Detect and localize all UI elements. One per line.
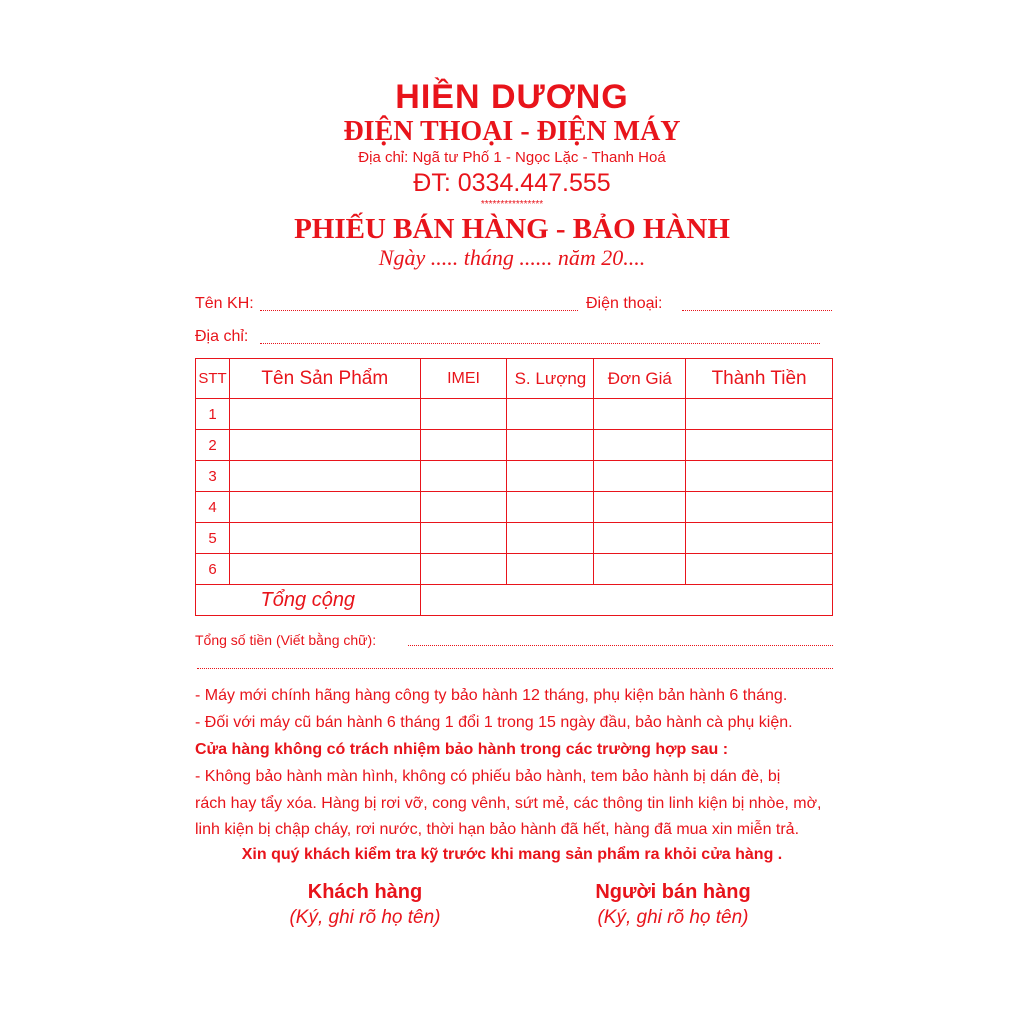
cell[interactable] (594, 461, 686, 492)
cell[interactable] (229, 492, 420, 523)
date-line: Ngày ..... tháng ...... năm 20.... (378, 245, 646, 270)
total-row (196, 585, 833, 616)
customer-signature-note: (Ký, ghi rõ họ tên) (289, 907, 441, 928)
header-stt: STT (196, 359, 230, 399)
cell[interactable] (229, 430, 420, 461)
cell[interactable] (507, 523, 594, 554)
cell[interactable] (229, 523, 420, 554)
cell[interactable] (507, 399, 594, 430)
table-row (196, 554, 833, 585)
header-product: Tên Sản Phẩm (229, 359, 420, 399)
phone-field[interactable] (682, 310, 832, 311)
cell[interactable] (420, 461, 507, 492)
shop-address: Địa chỉ: Ngã tư Phố 1 - Ngọc Lặc - Thanh Hoá (358, 149, 666, 166)
cell[interactable] (420, 554, 507, 585)
total-value-cell[interactable] (420, 585, 832, 616)
cell[interactable] (420, 492, 507, 523)
shop-phone: ĐT: 0334.447.555 (413, 169, 611, 197)
amount-words-field[interactable] (408, 645, 833, 646)
term-line-5: linh kiện bị chập cháy, rơi nước, thời hạn bảo hành đã hết, hàng đã mua xin miễn trả. (195, 821, 800, 838)
inspection-notice: Xin quý khách kiểm tra kỹ trước khi mang sản phẩm ra khỏi cửa hàng . (241, 846, 783, 863)
address-field[interactable] (260, 343, 820, 344)
cell[interactable] (686, 461, 833, 492)
table-row (196, 492, 833, 523)
header-imei: IMEI (420, 359, 507, 399)
header-quantity: S. Lượng (507, 359, 594, 399)
customer-name-label: Tên KH: (195, 295, 254, 312)
exclusions-heading: Cửa hàng không có trách nhiệm bảo hành trong các trường hợp sau : (195, 741, 729, 758)
cell[interactable] (507, 554, 594, 585)
cell[interactable] (686, 492, 833, 523)
cell[interactable] (594, 523, 686, 554)
table-row (196, 399, 833, 430)
row-number: 3 (196, 461, 230, 492)
amount-words-label: Tổng số tiền (Viết bằng chữ): (195, 632, 377, 648)
cell[interactable] (594, 399, 686, 430)
table-row (196, 430, 833, 461)
header-unit-price: Đơn Giá (594, 359, 686, 399)
row-number: 1 (196, 399, 230, 430)
cell[interactable] (594, 430, 686, 461)
term-line-4: rách hay tẩy xóa. Hàng bị rơi vỡ, cong vênh, sứt mẻ, các thông tin linh kiện bị nhòe, mờ, (195, 795, 822, 812)
row-number: 6 (196, 554, 230, 585)
business-type: ĐIỆN THOẠI - ĐIỆN MÁY (343, 116, 681, 147)
header-total: Thành Tiền (686, 359, 833, 399)
form-title: PHIẾU BÁN HÀNG - BẢO HÀNH (294, 213, 730, 245)
cell[interactable] (686, 399, 833, 430)
cell[interactable] (507, 492, 594, 523)
phone-label: Điện thoại: (586, 295, 663, 312)
cell[interactable] (594, 554, 686, 585)
customer-signature-title: Khách hàng (307, 881, 423, 903)
term-line-1: - Máy mới chính hãng hàng công ty bảo hành 12 tháng, phụ kiện bản hành 6 tháng. (195, 687, 788, 704)
cell[interactable] (229, 399, 420, 430)
cell[interactable] (594, 492, 686, 523)
table-row (196, 461, 833, 492)
cell[interactable] (507, 430, 594, 461)
term-line-3: - Không bảo hành màn hình, không có phiếu bảo hành, tem bảo hành bị dán đè, bị (195, 768, 781, 785)
cell[interactable] (686, 554, 833, 585)
cell[interactable] (229, 554, 420, 585)
cell[interactable] (686, 430, 833, 461)
cell[interactable] (686, 523, 833, 554)
row-number: 4 (196, 492, 230, 523)
cell[interactable] (229, 461, 420, 492)
cell[interactable] (420, 430, 507, 461)
row-number: 5 (196, 523, 230, 554)
total-label: Tổng cộng (196, 585, 421, 616)
amount-words-field-2[interactable] (197, 668, 833, 669)
row-number: 2 (196, 430, 230, 461)
divider-stars: **************** (480, 199, 544, 210)
cell[interactable] (420, 399, 507, 430)
shop-name: HIỀN DƯƠNG (395, 78, 629, 116)
table-row (196, 523, 833, 554)
cell[interactable] (507, 461, 594, 492)
cell[interactable] (420, 523, 507, 554)
seller-signature-title: Người bán hàng (595, 881, 751, 903)
seller-signature-note: (Ký, ghi rõ họ tên) (597, 907, 749, 928)
term-line-2: - Đối với máy cũ bán hành 6 tháng 1 đổi 1 trong 15 ngày đầu, bảo hành cà phụ kiện. (195, 714, 793, 731)
customer-name-field[interactable] (260, 310, 578, 311)
product-table (195, 358, 833, 616)
address-label: Địa chỉ: (195, 328, 249, 345)
